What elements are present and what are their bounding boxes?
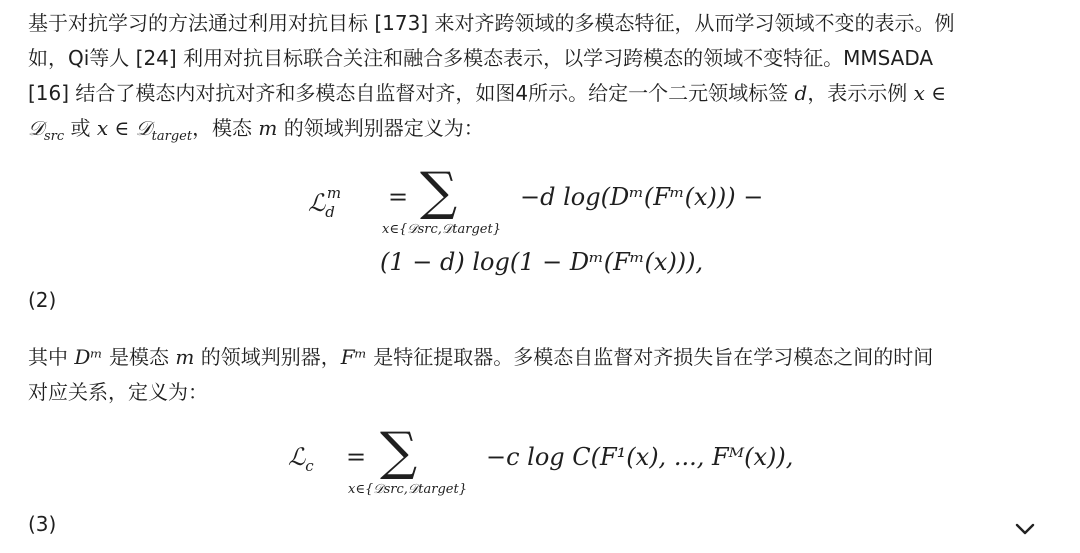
paragraph-2-line-1 <box>28 340 1038 375</box>
eq2-term-2-text: (1 − d) log(1 − Dᵐ(Fᵐ(x))), <box>380 248 704 276</box>
text: 是特征提取器。多模态自监督对齐损失旨在学习模态之间的时间 <box>373 345 934 369</box>
paragraph-1-line-4 <box>28 111 1038 154</box>
text: ，模态 <box>192 116 253 140</box>
eq2-sum-subscript: x∈{𝒟src,𝒟target} <box>382 222 501 237</box>
paragraph-1-line-3 <box>28 76 1038 111</box>
eq3-lhs-sub: c <box>305 456 314 475</box>
eq2-number: (2) <box>28 288 57 312</box>
text-or: 或 <box>70 116 91 140</box>
text: [16] 结合了模态内对抗对齐和多模态自监督对齐，如图4所示。给定一个二元领域标签 <box>28 81 789 105</box>
eq2-equals: = <box>388 183 409 211</box>
eq2-lhs-sup: m <box>326 184 342 202</box>
paragraph-1 <box>28 6 1038 154</box>
eq2-sum-symbol: ∑ <box>420 162 458 222</box>
paragraph-1-line-2: 如，Qi等人 [24] 利用对抗目标联合关注和融合多模态表示，以学习跨模态的领域不变特征。MMSADA <box>28 46 934 70</box>
math-d: d <box>794 81 808 105</box>
math-x-in: x ∈ <box>913 81 947 105</box>
eq3-term <box>486 442 793 472</box>
math-m: m <box>175 345 195 369</box>
chevron-down-icon[interactable] <box>1012 518 1038 540</box>
text: 其中 <box>28 345 68 369</box>
math-x-in-D: x ∈ 𝒟 <box>96 116 152 140</box>
text: 是模态 <box>109 345 170 369</box>
eq2-term-2 <box>380 247 703 277</box>
math-sub-target: target <box>151 129 193 144</box>
eq2-term-1 <box>520 182 763 212</box>
math-Dm: Dᵐ <box>74 345 103 369</box>
eq2-L: ℒ <box>308 189 326 217</box>
text: ，表示示例 <box>807 81 908 105</box>
math-m: m <box>258 116 278 140</box>
math-Fm: Fᵐ <box>340 345 367 369</box>
text: 的领域判别器， <box>200 345 341 369</box>
eq3-equals: = <box>346 443 367 471</box>
paragraph-2 <box>28 340 1038 410</box>
text: 的领域判别器定义为： <box>283 116 484 140</box>
eq2-lhs <box>308 182 349 227</box>
eq3-sum-symbol: ∑ <box>380 422 418 482</box>
eq2-lhs-sub: d <box>325 202 335 221</box>
paragraph-1-line-1: 基于对抗学习的方法通过利用对抗目标 [173] 来对齐跨领域的多模态特征，从而学习领域不变的表示。例 <box>28 11 955 35</box>
eq3-term-text: −c log C(F¹(x), ..., Fᴹ(x)), <box>486 443 794 471</box>
eq3-L: ℒ <box>288 443 306 471</box>
eq3-sum-subscript: x∈{𝒟src,𝒟target} <box>348 482 467 497</box>
paragraph-2-line-2: 对应关系，定义为： <box>28 380 208 404</box>
math-sub-src: src <box>43 129 65 144</box>
eq2-term-1-text: −d log(Dᵐ(Fᵐ(x))) − <box>520 183 764 211</box>
math-D: 𝒟 <box>28 116 44 140</box>
eq3-lhs <box>288 442 314 481</box>
eq3-number: (3) <box>28 512 57 536</box>
